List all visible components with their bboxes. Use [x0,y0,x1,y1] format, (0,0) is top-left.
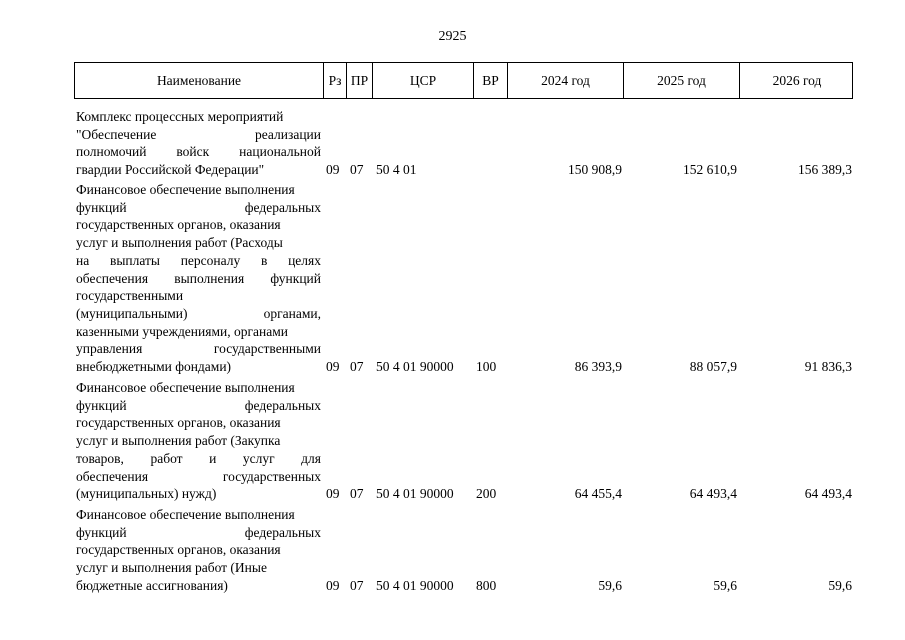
cell-csr: 50 4 01 90000 [376,359,454,374]
header-vr: ВР [473,63,507,98]
row-name-line: услуг и выполнения работ (Закупка [76,433,281,449]
row-name-line: Комплекс процессных мероприятий [76,109,284,124]
row-name-line: (муниципальными) органами, [76,305,321,321]
cell-y2026: 64 493,4 [804,486,852,502]
row-name-line: функций федеральных [76,199,321,215]
cell-pr: 07 [350,486,364,502]
cell-csr: 50 4 01 [376,162,417,178]
page-number: 2925 [438,29,467,44]
row-name [76,379,321,503]
header-2024: 2024 год [507,63,623,98]
header-2025: 2025 год [623,63,739,98]
row-name [76,181,321,376]
row-name [76,506,321,595]
cell-y2024: 59,6 [598,577,622,593]
cell-csr: 50 4 01 90000 [376,577,454,593]
cell-y2024: 86 393,9 [574,359,622,374]
row-name-line: Финансовое обеспечение выполнения [76,507,295,522]
cell-y2025: 64 493,4 [689,486,737,502]
row-name-line: обеспечения выполнения функций [76,270,321,286]
row-name-line: Финансовое обеспечение выполнения [76,380,295,395]
row-name-line: функций федеральных [76,397,321,413]
table-header [74,62,853,99]
row-name-line: гвардии Российской Федерации" [76,162,265,178]
row-name-line: обеспечения государственных [76,468,321,484]
row-name-line: внебюджетными фондами) [76,359,232,375]
cell-y2024: 64 455,4 [574,486,622,502]
row-name-line: (муниципальных) нужд) [76,486,217,502]
row-name-line: функций федеральных [76,524,321,540]
row-name-line: государственных органов, оказания [76,415,281,431]
cell-y2025: 59,6 [713,577,737,593]
cell-vr: 200 [476,486,497,502]
row-name-line: государственных органов, оказания [76,542,281,558]
cell-rz: 09 [326,359,340,374]
cell-y2026: 59,6 [828,577,852,593]
row-name-line: услуг и выполнения работ (Расходы [76,235,283,251]
row-name-line: услуг и выполнения работ (Иные [76,560,267,576]
row-name-line: полномочий войск национальной [76,144,321,160]
cell-pr: 07 [350,162,364,178]
cell-rz: 09 [326,486,340,502]
cell-y2024: 150 908,9 [568,162,622,178]
row-name-line: государственных органов, оказания [76,217,281,233]
cell-y2025: 152 610,9 [683,162,737,178]
header-rz: Рз [323,63,346,98]
cell-y2025: 88 057,9 [689,359,737,374]
cell-rz: 09 [326,162,340,178]
cell-y2026: 91 836,3 [804,359,852,374]
row-name-line: казенными учреждениями, органами [76,323,288,339]
cell-vr: 800 [476,577,497,593]
row-name [76,108,321,179]
row-name-line: на выплаты персоналу в целях [76,252,321,268]
cell-vr: 100 [476,359,497,374]
cell-y2026: 156 389,3 [798,162,852,178]
cell-rz: 09 [326,577,340,593]
row-name-line: Финансовое обеспечение выполнения [76,182,295,197]
row-name-line: управления государственными [76,341,321,357]
header-csr: ЦСР [372,63,473,98]
row-name-line: государственными [76,288,184,304]
header-name: Наименование [156,73,242,88]
header-pr: ПР [346,63,372,98]
cell-csr: 50 4 01 90000 [376,486,454,502]
row-name-line: бюджетные ассигнования) [76,577,228,593]
header-2026: 2026 год [739,63,854,98]
cell-pr: 07 [350,359,364,374]
row-name-line: товаров, работ и услуг для [76,450,321,466]
row-name-line: "Обеспечение реализации [76,126,321,142]
cell-pr: 07 [350,577,364,593]
